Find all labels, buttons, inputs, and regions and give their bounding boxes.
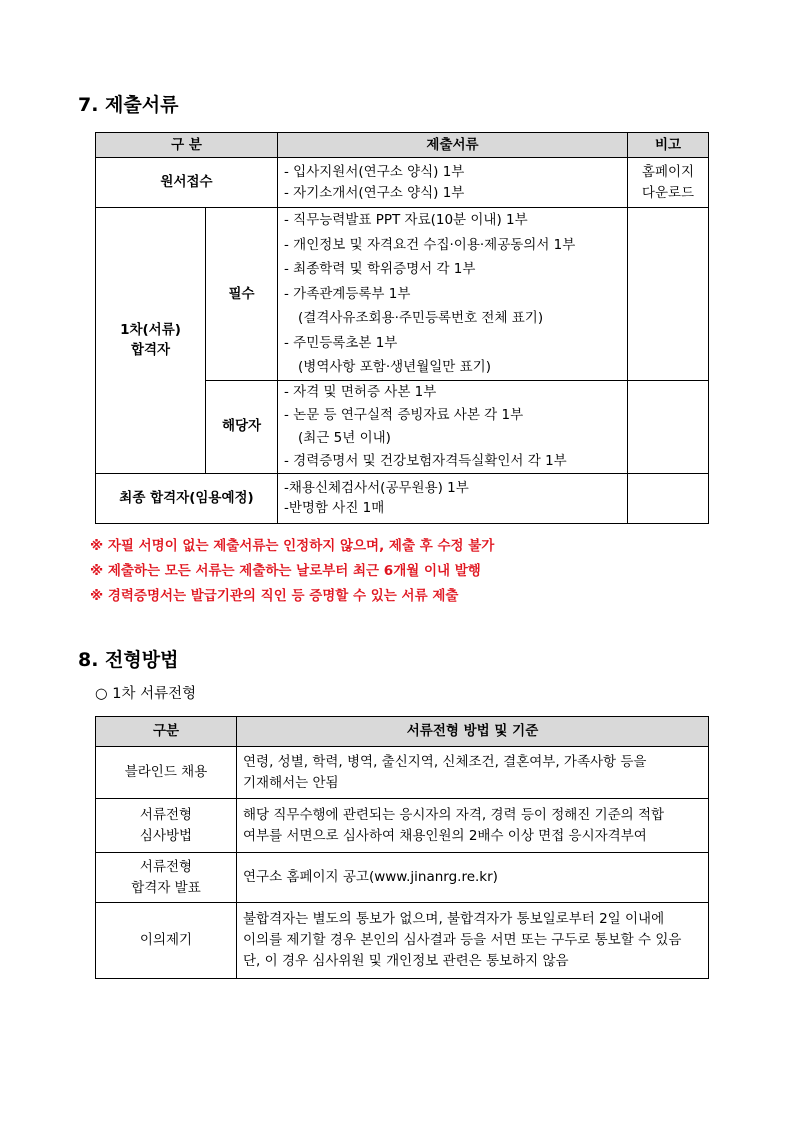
section-8-title: 8. 전형방법 <box>78 649 179 671</box>
remark-empty <box>628 473 709 523</box>
remark-empty <box>628 208 709 381</box>
row-label-review-method: 서류전형 심사방법 <box>96 799 237 853</box>
row-label-first-pass: 1차(서류) 합격자 <box>96 208 206 474</box>
screening-table <box>95 716 709 979</box>
section-7-title: 7. 제출서류 <box>78 94 179 116</box>
row-content-objection: 불합격자는 별도의 통보가 없으며, 불합격자가 통보일로부터 2일 이내에 이의를 제기할 경우 본인의 심사결과 등을 서면 또는 구두로 통보할 수 있음 단, 이 경우 심사위원 및 개인정보 관련은 통보하지 않음 <box>237 903 709 979</box>
header-category: 구 분 <box>96 133 278 158</box>
row-label-required: 필수 <box>206 208 278 381</box>
row-label-announcement: 서류전형 합격자 발표 <box>96 853 237 903</box>
remark-empty <box>628 380 709 473</box>
table-row <box>96 799 709 853</box>
row-label-application: 원서접수 <box>96 158 278 208</box>
application-docs: - 입사지원서(연구소 양식) 1부 - 자기소개서(연구소 양식) 1부 <box>278 158 628 208</box>
table-row <box>96 473 709 523</box>
note-signature: ※ 자필 서명이 없는 제출서류는 인정하지 않으며, 제출 후 수정 불가 <box>90 538 495 554</box>
table-row <box>96 208 709 381</box>
row-content-review-method: 해당 직무수행에 관련되는 응시자의 자격, 경력 등이 정해진 기준의 적합 여부를 서면으로 심사하여 채용인원의 2배수 이상 면접 응시자격부여 <box>237 799 709 853</box>
subsection-first-screening: ○ 1차 서류전형 <box>95 686 197 702</box>
header-category: 구분 <box>96 717 237 747</box>
table-row <box>96 853 709 903</box>
row-label-final: 최종 합격자(임용예정) <box>96 473 278 523</box>
documents-table <box>95 132 709 524</box>
row-label-applicable: 해당자 <box>206 380 278 473</box>
row-content-announcement: 연구소 홈페이지 공고(www.jinanrg.re.kr) <box>237 853 709 903</box>
row-label-blind: 블라인드 채용 <box>96 747 237 799</box>
table-row <box>96 747 709 799</box>
remark-homepage-download: 홈페이지 다운로드 <box>628 158 709 208</box>
header-documents: 제출서류 <box>278 133 628 158</box>
required-docs: - 직무능력발표 PPT 자료(10분 이내) 1부 - 개인정보 및 자격요건 수집·이용·제공동의서 1부 - 최종학력 및 학위증명서 각 1부 - 가족관계등록부 1부 (결격사유조회용·주민등록번호 전체 표기) - 주민등록초본 1부 (병역사항 포함·생년월일만 표기) <box>278 208 628 381</box>
header-remarks: 비고 <box>628 133 709 158</box>
note-six-months: ※ 제출하는 모든 서류는 제출하는 날로부터 최근 6개월 이내 발행 <box>90 563 481 579</box>
row-content-blind: 연령, 성별, 학력, 병역, 출신지역, 신체조건, 결혼여부, 가족사항 등을 기재해서는 안됨 <box>237 747 709 799</box>
notes-list <box>90 534 494 609</box>
row-label-objection: 이의제기 <box>96 903 237 979</box>
table-row <box>96 903 709 979</box>
header-method: 서류전형 방법 및 기준 <box>237 717 709 747</box>
table-row <box>96 158 709 208</box>
note-career-certificate: ※ 경력증명서는 발급기관의 직인 등 증명할 수 있는 서류 제출 <box>90 588 459 604</box>
final-docs: -채용신체검사서(공무원용) 1부 -반명함 사진 1매 <box>278 473 628 523</box>
applicable-docs: - 자격 및 면허증 사본 1부 - 논문 등 연구실적 증빙자료 사본 각 1부 (최근 5년 이내) - 경력증명서 및 건강보험자격득실확인서 각 1부 <box>278 380 628 473</box>
